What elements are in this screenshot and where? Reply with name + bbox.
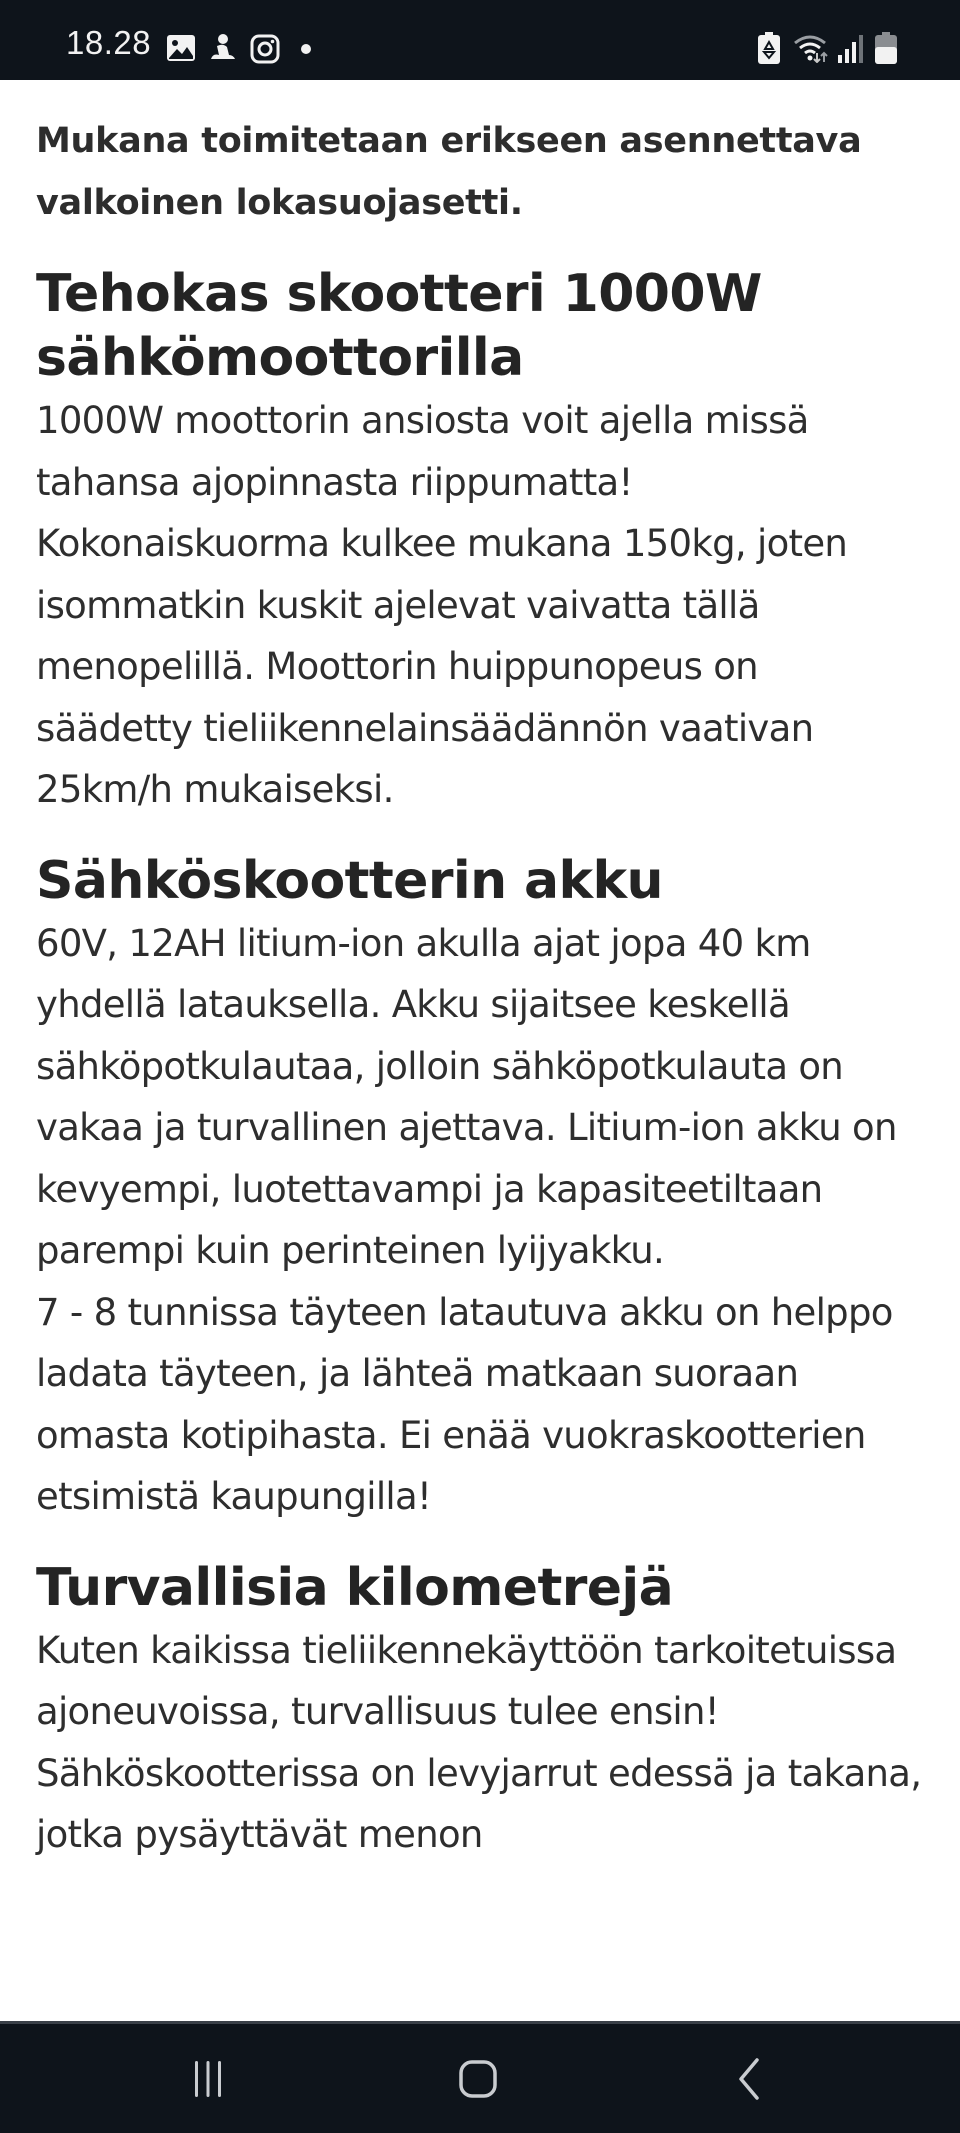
section-paragraph-motor: 1000W moottorin ansiosta voit ajella missä tahansa ajopinnasta riippumatta! Kokonaiskuorma kulkee mukana 150kg, joten isommatkin kuskit ajelevat vaivatta tällä menopelillä. Moottorin huippunopeus on säädetty tieliikennelainsäädännön vaativan 25km/h mukaiseksi. [36,399,848,811]
wifi-icon [793,33,829,63]
back-chevron-icon [733,2057,763,2101]
instagram-icon [250,34,280,64]
section-paragraph-battery: 60V, 12AH litium-ion akulla ajat jopa 40 km yhdellä latauksella. Akku sijaitsee keskellä sähköpotkulautaa, jolloin sähköpotkulauta on vakaa ja turvallinen ajettava. Litium-ion akku on kevyempi, luotettavampi ja kapasiteetiltaan parempi kuin perinteinen lyijyakku. [36,921,897,1272]
status-time: 18.28 [66,24,152,61]
battery-icon [875,32,897,64]
gallery-icon [166,34,196,62]
recent-apps-icon [190,2059,226,2099]
section-paragraph-safety: Kuten kaikissa tieliikennekäyttöön tarkoitetuissa ajoneuvoissa, turvallisuus tulee ensin! Sähköskootterissa on levyjarrut edessä ja takana, jotka pysäyttävät menon [36,1628,922,1856]
section-heading-motor: Tehokas skootteri 1000W sähkömoottorilla [36,264,762,388]
dot-icon [300,43,312,55]
navigation-bar [0,2021,960,2133]
battery-saver-icon [758,32,780,64]
article-content [0,80,960,2021]
home-button[interactable] [448,2054,508,2104]
section-heading-battery: Sähköskootterin akku [36,850,663,911]
section-paragraph-charging: 7 - 8 tunnissa täyteen latautuva akku on helppo ladata täyteen, ja lähteä matkaan suoraan omasta kotipihasta. Ei enää vuokraskootterien etsimistä kaupungilla! [36,1290,893,1518]
recent-apps-button[interactable] [178,2054,238,2104]
notification-app-icon [209,33,237,63]
signal-icon [836,33,864,63]
section-heading-safety: Turvallisia kilometrejä [36,1557,674,1618]
intro-text: Mukana toimitetaan erikseen asennettava valkoinen lokasuojasetti. [36,121,862,223]
home-icon [458,2059,498,2099]
back-button[interactable] [718,2054,778,2104]
status-bar [0,0,960,80]
